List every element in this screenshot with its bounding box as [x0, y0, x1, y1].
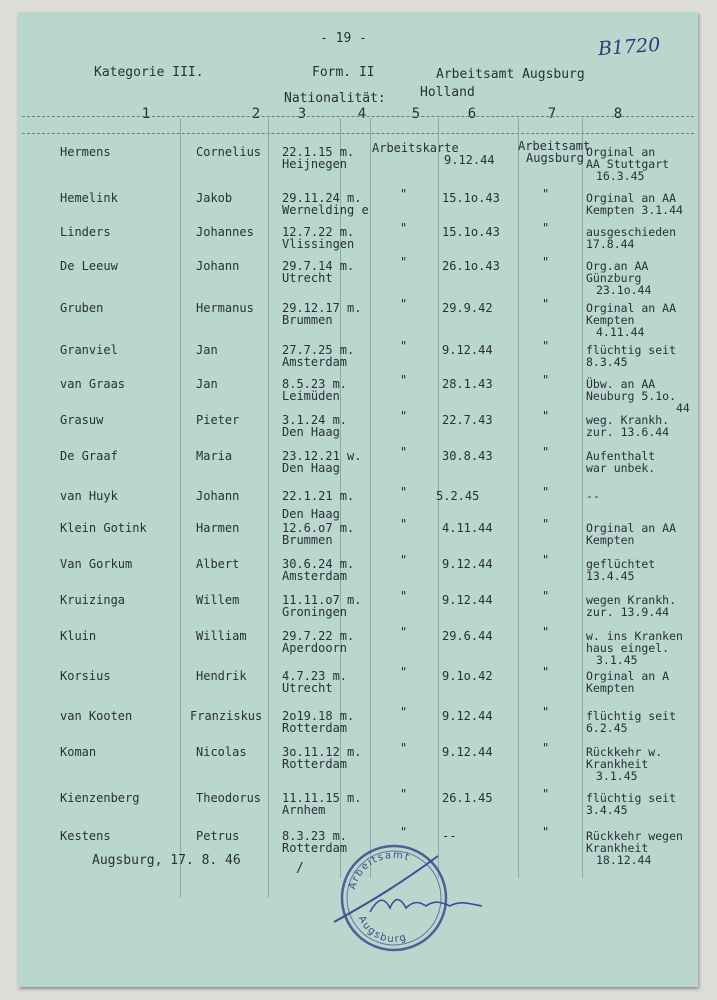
remark-cell: 6.2.45	[586, 721, 628, 735]
remark-cell: 13.4.45	[586, 569, 635, 583]
remark-cell: w. ins Kranken	[586, 629, 683, 643]
ditto-cell: "	[542, 409, 550, 423]
ditto-cell: "	[400, 409, 408, 423]
ditto-cell: "	[400, 705, 408, 719]
birth-date-cell: 2o19.18 m.	[282, 709, 355, 723]
surname-cell: De Graaf	[60, 449, 118, 463]
remark-cell: Günzburg	[586, 271, 642, 285]
issue-date-cell: 28.1.43	[442, 377, 493, 391]
birthplace-cell: Amsterdam	[282, 569, 348, 583]
birthplace-cell: Rotterdam	[282, 841, 348, 855]
remark-cell: Kempten 3.1.44	[586, 203, 683, 217]
remark-cell: haus eingel.	[586, 641, 670, 655]
surname-cell: Kestens	[60, 829, 111, 843]
signature	[330, 850, 490, 930]
birthplace-prefix-cell: Den Haag	[282, 507, 340, 521]
birth-date-cell: 23.12.21 w.	[282, 449, 362, 463]
column-separator	[268, 118, 269, 898]
ditto-cell: "	[400, 589, 408, 603]
surname-cell: van Graas	[60, 377, 126, 391]
birthplace-cell: Groningen	[282, 605, 348, 619]
column-number: 5	[411, 106, 421, 122]
column-separator	[370, 118, 371, 878]
remark-cell: flüchtig seit	[586, 709, 677, 723]
nationality-label: Nationalität:	[284, 91, 386, 106]
remark-cell: 18.12.44	[596, 853, 652, 867]
birthplace-cell: Arnhem	[282, 803, 326, 817]
first-name-cell: Albert	[196, 557, 240, 571]
column-number: 8	[613, 106, 623, 122]
birthplace-cell: Wernelding e	[282, 203, 369, 217]
first-name-cell: Hendrik	[196, 669, 247, 683]
remark-cell: Kempten	[586, 313, 635, 327]
ditto-cell: "	[542, 255, 550, 269]
birth-date-cell: 30.6.24 m.	[282, 557, 355, 571]
column-number: 3	[297, 106, 307, 122]
ditto-cell: "	[542, 517, 550, 531]
remark-cell: Krankheit	[586, 841, 649, 855]
column-number: 7	[547, 106, 557, 122]
column-number: 1	[141, 106, 151, 122]
ditto-cell: "	[400, 553, 408, 567]
nationality-value: Holland	[420, 85, 475, 100]
issue-date-cell: 4.11.44	[442, 521, 493, 535]
header-line-bottom	[22, 133, 694, 134]
handwritten-reference: B1720	[597, 33, 662, 61]
birth-date-cell: 12.7.22 m.	[282, 225, 355, 239]
issue-date-cell: 9.12.44	[442, 557, 493, 571]
ditto-cell: "	[542, 705, 550, 719]
issue-date-cell: 15.1o.43	[442, 225, 500, 239]
remark-cell: AA Stuttgart	[586, 157, 670, 171]
birth-date-cell: 29.7.14 m.	[282, 259, 355, 273]
ditto-cell: "	[542, 665, 550, 679]
birthplace-cell: Heijnegen	[282, 157, 348, 171]
remark-cell: Orginal an AA	[586, 191, 677, 205]
stamp-bottom-text: Augsburg	[355, 914, 409, 946]
remark-cell: 44	[676, 401, 690, 415]
ditto-cell: "	[542, 625, 550, 639]
office-name: Arbeitsamt Augsburg	[436, 67, 585, 82]
remark-cell: zur. 13.9.44	[586, 605, 670, 619]
ditto-cell: "	[400, 787, 408, 801]
issue-date-cell: 9.12.44	[442, 593, 493, 607]
ditto-cell: "	[542, 221, 550, 235]
ditto-cell: "	[400, 221, 408, 235]
issue-date-cell: --	[442, 829, 457, 843]
first-name-cell: Pieter	[196, 413, 240, 427]
birth-date-cell: 11.11.o7 m.	[282, 593, 362, 607]
remark-cell: weg. Krankh.	[586, 413, 670, 427]
birth-date-cell: 3o.11.12 m.	[282, 745, 362, 759]
ditto-cell: "	[400, 517, 408, 531]
issue-date-cell: 9.12.44	[442, 745, 493, 759]
remark-cell: Rückkehr w.	[586, 745, 663, 759]
remark-cell: --	[586, 489, 600, 503]
birth-date-cell: 22.1.15 m.	[282, 145, 355, 159]
birthplace-cell: Aperdoorn	[282, 641, 348, 655]
issue-date-cell: 9.12.44	[442, 343, 493, 357]
issue-date-cell: 9.12.44	[442, 709, 493, 723]
remark-cell: Übw. an AA	[586, 377, 656, 391]
ditto-cell: "	[400, 741, 408, 755]
surname-cell: De Leeuw	[60, 259, 118, 273]
issue-date-cell: 22.7.43	[442, 413, 493, 427]
first-name-cell: Jan	[196, 343, 218, 357]
issue-date-cell: 15.1o.43	[442, 191, 500, 205]
birthplace-cell: Den Haag	[282, 461, 340, 475]
remark-cell: flüchtig seit	[586, 791, 677, 805]
birth-date-cell: 3.1.24 m.	[282, 413, 348, 427]
ditto-cell: "	[542, 297, 550, 311]
birth-date-cell: 11.11.15 m.	[282, 791, 362, 805]
birth-date-cell: 22.1.21 m.	[282, 489, 355, 503]
column-separator	[180, 118, 181, 898]
surname-cell: Klein Gotink	[60, 521, 147, 535]
first-name-cell: Cornelius	[196, 145, 262, 159]
first-name-cell: Petrus	[196, 829, 240, 843]
remark-cell: Orginal an	[586, 145, 656, 159]
remark-cell: Aufenthalt	[586, 449, 656, 463]
surname-cell: Van Gorkum	[60, 557, 133, 571]
ditto-cell: "	[542, 741, 550, 755]
first-name-cell: Maria	[196, 449, 233, 463]
remark-cell: 16.3.45	[596, 169, 645, 183]
birth-date-cell: 4.7.23 m.	[282, 669, 348, 683]
issue-date-cell: 30.8.43	[442, 449, 493, 463]
birth-date-cell: 29.11.24 m.	[282, 191, 362, 205]
remark-cell: flüchtig seit	[586, 343, 677, 357]
surname-cell: Kruizinga	[60, 593, 126, 607]
birth-date-cell: 29.12.17 m.	[282, 301, 362, 315]
surname-cell: Koman	[60, 745, 97, 759]
office-cell-2: Augsburg	[526, 151, 584, 165]
birthplace-cell: Leimüden	[282, 389, 340, 403]
first-name-cell: Jakob	[196, 191, 233, 205]
remark-cell: Krankheit	[586, 757, 649, 771]
column-number: 4	[357, 106, 367, 122]
remark-cell: Kempten	[586, 681, 635, 695]
birth-date-cell: 8.3.23 m.	[282, 829, 348, 843]
birthplace-cell: Brummen	[282, 533, 333, 547]
birth-date-cell: 12.6.o7 m.	[282, 521, 355, 535]
first-name-cell: Johann	[196, 259, 240, 273]
birthplace-cell: Den Haag	[282, 425, 340, 439]
birth-date-cell: 8.5.23 m.	[282, 377, 348, 391]
birthplace-cell: Utrecht	[282, 271, 333, 285]
remark-cell: Orginal an A	[586, 669, 670, 683]
birthplace-cell: Rotterdam	[282, 721, 348, 735]
issue-date-cell: 26.1o.43	[442, 259, 500, 273]
column-number: 6	[467, 106, 477, 122]
ditto-cell: "	[542, 445, 550, 459]
remark-cell: 8.3.45	[586, 355, 628, 369]
ditto-cell: "	[400, 373, 408, 387]
surname-cell: Gruben	[60, 301, 104, 315]
surname-cell: Linders	[60, 225, 111, 239]
issue-date-cell: 5.2.45	[436, 489, 480, 503]
ditto-cell: "	[542, 373, 550, 387]
first-name-cell: William	[196, 629, 247, 643]
ditto-cell: "	[400, 339, 408, 353]
issue-date-cell: 29.6.44	[442, 629, 493, 643]
office-cell: Arbeitsamt	[518, 139, 591, 153]
column-number: 2	[251, 106, 261, 122]
remark-cell: 23.1o.44	[596, 283, 652, 297]
footer-tick: /	[296, 861, 304, 876]
birthplace-cell: Brummen	[282, 313, 333, 327]
remark-cell: 17.8.44	[586, 237, 635, 251]
issue-date-cell: 9.12.44	[444, 153, 495, 167]
first-name-cell: Hermanus	[196, 301, 254, 315]
remark-cell: 4.11.44	[596, 325, 645, 339]
surname-cell: Korsius	[60, 669, 111, 683]
first-name-cell: Theodorus	[196, 791, 262, 805]
ditto-cell: "	[400, 187, 408, 201]
surname-cell: Hermens	[60, 145, 111, 159]
remark-cell: 3.1.45	[596, 653, 638, 667]
ditto-cell: "	[542, 553, 550, 567]
issue-date-cell: 9.1o.42	[442, 669, 493, 683]
ditto-cell: "	[400, 625, 408, 639]
ditto-cell: "	[542, 339, 550, 353]
ditto-cell: "	[400, 485, 408, 499]
remark-cell: Neuburg 5.1o.	[586, 389, 677, 403]
issue-date-cell: 26.1.45	[442, 791, 493, 805]
birthplace-cell: Amsterdam	[282, 355, 348, 369]
remark-cell: Kempten	[586, 533, 635, 547]
ditto-cell: "	[542, 187, 550, 201]
first-name-cell: Willem	[196, 593, 240, 607]
ditto-cell: "	[400, 255, 408, 269]
first-name-cell: Johannes	[196, 225, 254, 239]
birthplace-cell: Utrecht	[282, 681, 333, 695]
ditto-cell: "	[542, 787, 550, 801]
ditto-cell: "	[400, 445, 408, 459]
column-separator	[582, 118, 583, 878]
kategorie-label: Kategorie III.	[94, 65, 204, 80]
remark-cell: Orginal an AA	[586, 301, 677, 315]
ditto-cell: "	[542, 589, 550, 603]
header-line-top	[22, 116, 694, 117]
ditto-cell: "	[542, 825, 550, 839]
ditto-cell: "	[400, 825, 408, 839]
birth-date-cell: 27.7.25 m.	[282, 343, 355, 357]
remark-cell: Rückkehr wegen	[586, 829, 683, 843]
surname-cell: Hemelink	[60, 191, 118, 205]
remark-cell: zur. 13.6.44	[586, 425, 670, 439]
page-number: - 19 -	[320, 31, 367, 46]
remark-cell: ausgeschieden	[586, 225, 677, 239]
work-card-cell: Arbeitskarte	[372, 141, 459, 155]
birthplace-cell: Vlissingen	[282, 237, 355, 251]
surname-cell: Kienzenberg	[60, 791, 140, 805]
place-date: Augsburg, 17. 8. 46	[92, 853, 241, 868]
remark-cell: Org.an AA	[586, 259, 649, 273]
first-name-cell: Franziskus	[190, 709, 263, 723]
surname-cell: van Huyk	[60, 489, 118, 503]
column-separator	[518, 118, 519, 878]
first-name-cell: Johann	[196, 489, 240, 503]
surname-cell: Grasuw	[60, 413, 104, 427]
surname-cell: Granviel	[60, 343, 118, 357]
stamp-top-text: Arbeitsamt	[346, 849, 412, 891]
remark-cell: 3.4.45	[586, 803, 628, 817]
issue-date-cell: 29.9.42	[442, 301, 493, 315]
remark-cell: war unbek.	[586, 461, 656, 475]
first-name-cell: Harmen	[196, 521, 240, 535]
remark-cell: geflüchtet	[586, 557, 656, 571]
ditto-cell: "	[400, 297, 408, 311]
surname-cell: van Kooten	[60, 709, 133, 723]
remark-cell: wegen Krankh.	[586, 593, 677, 607]
birth-date-cell: 29.7.22 m.	[282, 629, 355, 643]
form-label: Form. II	[312, 65, 375, 80]
first-name-cell: Jan	[196, 377, 218, 391]
remark-cell: 3.1.45	[596, 769, 638, 783]
surname-cell: Kluin	[60, 629, 97, 643]
remark-cell: Orginal an AA	[586, 521, 677, 535]
first-name-cell: Nicolas	[196, 745, 247, 759]
ditto-cell: "	[400, 665, 408, 679]
ditto-cell: "	[542, 485, 550, 499]
birthplace-cell: Rotterdam	[282, 757, 348, 771]
